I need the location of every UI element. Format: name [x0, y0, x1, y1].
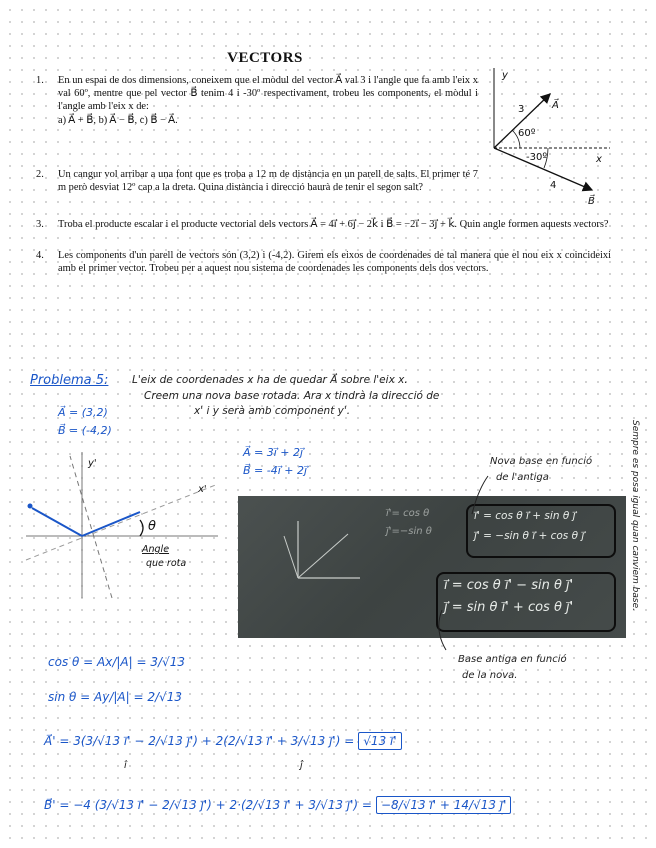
sketch-vector-a: [82, 512, 140, 536]
sketch-vector-b-tip: [28, 504, 33, 509]
vector-a-unit: A⃗ = 3ı⃗ + 2ȷ⃗: [243, 446, 304, 459]
sketch-vector-b: [32, 508, 82, 536]
board-sketch: [278, 516, 368, 586]
sketch-y-prime-label: y': [88, 458, 97, 469]
board-row-3: ı⃗ = cos θ ı⃗' − sin θ ȷ⃗': [444, 578, 574, 593]
a-prime-underbrace-i: î: [124, 760, 127, 771]
old-base-note-1: Base antiga en funció: [458, 654, 567, 665]
vector-a-arrow: [494, 94, 550, 148]
fig-y-label: y: [502, 70, 508, 81]
notes-intro-line-1: L'eix de coordenades x ha de quedar A⃗ sobre l'eix x.: [132, 374, 408, 386]
problem-2: [36, 168, 478, 208]
sin-theta-equation: sin θ = Ay/|A| = 2/√13: [48, 690, 182, 704]
new-base-note-2: de l'antiga: [496, 472, 549, 483]
sketch-angle-arc: [140, 520, 143, 536]
notes-intro-line-2: Creem una nova base rotada. Ara x tindrà la direcció de: [144, 390, 440, 402]
cos-theta-equation: cos θ = Ax/|A| = 3/√13: [48, 655, 185, 669]
fig-mag-b: 4: [550, 180, 557, 191]
fig-x-label: x: [596, 154, 602, 165]
b-prime-result: −8/√13 ı⃗' + 14/√13 ȷ⃗': [376, 796, 511, 814]
problem-number: 1.: [36, 75, 44, 86]
fig-b-label: B⃗: [588, 196, 595, 207]
vector-b-components: B⃗ = (-4,2): [58, 424, 112, 437]
sketch-x-prime-label: x': [198, 484, 207, 495]
fig-mag-a: 3: [518, 104, 525, 115]
note-pointers: [420, 470, 500, 670]
notes-intro-line-3: x' i y serà amb component y'.: [194, 405, 351, 417]
vector-figure: [482, 60, 622, 210]
board-vector: [284, 536, 298, 578]
rotation-sketch: [22, 448, 232, 608]
problem-number: 3.: [36, 219, 44, 230]
fig-angle-b: -30º: [526, 152, 548, 163]
fig-a-label: A⃗: [552, 100, 559, 111]
problem-text: Un cangur vol arribar a una font que es troba a 12 m de distància en un parell de salts. El primer té 7 m però desviat 12º cap a la dreta. Quina distància i direcció haurà de tenir el segon salt?: [58, 169, 478, 194]
sketch-angle-label-2: que rota: [146, 558, 187, 569]
side-note: Sempre es posa igual quan canviem base.: [630, 420, 640, 611]
b-prime-line: [44, 796, 511, 814]
fig-angle-a: 60º: [518, 128, 536, 139]
board-rotated-axis: [298, 534, 348, 578]
board-faint-line-1: ı⃗'= cos θ: [386, 508, 430, 519]
problem-4: [36, 249, 611, 291]
a-prime-expression: A⃗' = 3(3/√13 ı⃗' − 2/√13 ȷ⃗') + 2(2/√13 ı⃗' + 3/√13 ȷ⃗') =: [44, 734, 355, 748]
sketch-x-prime-axis: [26, 484, 218, 560]
vector-a-components: A⃗ = (3,2): [58, 406, 108, 419]
problem-number: 2.: [36, 169, 44, 180]
b-prime-expression: B⃗' = −4 (3/√13 ı⃗' − 2/√13 ȷ⃗') + 2·(2/√13 ı⃗' + 3/√13 ȷ⃗') =: [44, 798, 372, 812]
notes-heading: Problema 5:: [30, 373, 109, 388]
problem-text: Les components d'un parell de vectors són (3,2) i (-4,2). Girem els eixos de coordenades de tal manera que el nou eix x coincideixi amb el primer vector. Trobeu per a aquest nou sistema de coordenades les components dels dos vectors.: [58, 250, 611, 275]
pointer-new-base: [472, 476, 488, 514]
board-row-4: ȷ⃗ = sin θ ı⃗' + cos θ ȷ⃗': [444, 600, 574, 615]
sketch-angle-label-1: Angle: [142, 544, 170, 555]
board-row-2: ȷ⃗' = −sin θ ı⃗ + cos θ ȷ⃗: [474, 530, 585, 542]
a-prime-line: [44, 732, 402, 750]
old-base-note-2: de la nova.: [462, 670, 518, 681]
a-prime-underbrace-j: ĵ: [300, 760, 303, 771]
a-prime-result: √13 ı⃗': [358, 732, 401, 750]
pointer-old-base: [439, 610, 446, 650]
problem-body: En un espai de dos dimensions, coneixem que el mòdul del vector A⃗ val 3 i l'angle que fa amb l'eix x val 60º, mentre que pel vector B⃗ tenim 4 i -30º respectivament, trobeu les components, el mòdul i l'angle amb l'eix x de:: [58, 75, 478, 113]
page-title: VECTORS: [227, 50, 303, 66]
problem-3: [36, 218, 611, 246]
board-faint-line-2: ȷ⃗'=−sin θ: [386, 526, 432, 537]
new-base-note-1: Nova base en funció: [490, 456, 593, 467]
vector-b-unit: B⃗ = -4ı⃗ + 2ȷ⃗: [243, 464, 308, 477]
problem-text: Troba el producte escalar i el producte vectorial dels vectors A⃗ = 4ı⃗ + 6ȷ⃗ − 2k⃗ i B⃗ = −2ı⃗ − 3ȷ⃗ + k⃗. Quin angle formen aquests vectors?: [58, 219, 609, 230]
problem-text: [58, 74, 478, 127]
board-row-1: ı⃗' = cos θ ı⃗ + sin θ ȷ⃗: [474, 510, 576, 522]
sketch-theta-label: θ: [148, 519, 156, 534]
problem-subparts: a) A⃗ + B⃗, b) A⃗ − B⃗, c) B⃗ − A⃗.: [58, 114, 178, 126]
problem-1: [36, 74, 478, 144]
problem-number: 4.: [36, 250, 44, 261]
